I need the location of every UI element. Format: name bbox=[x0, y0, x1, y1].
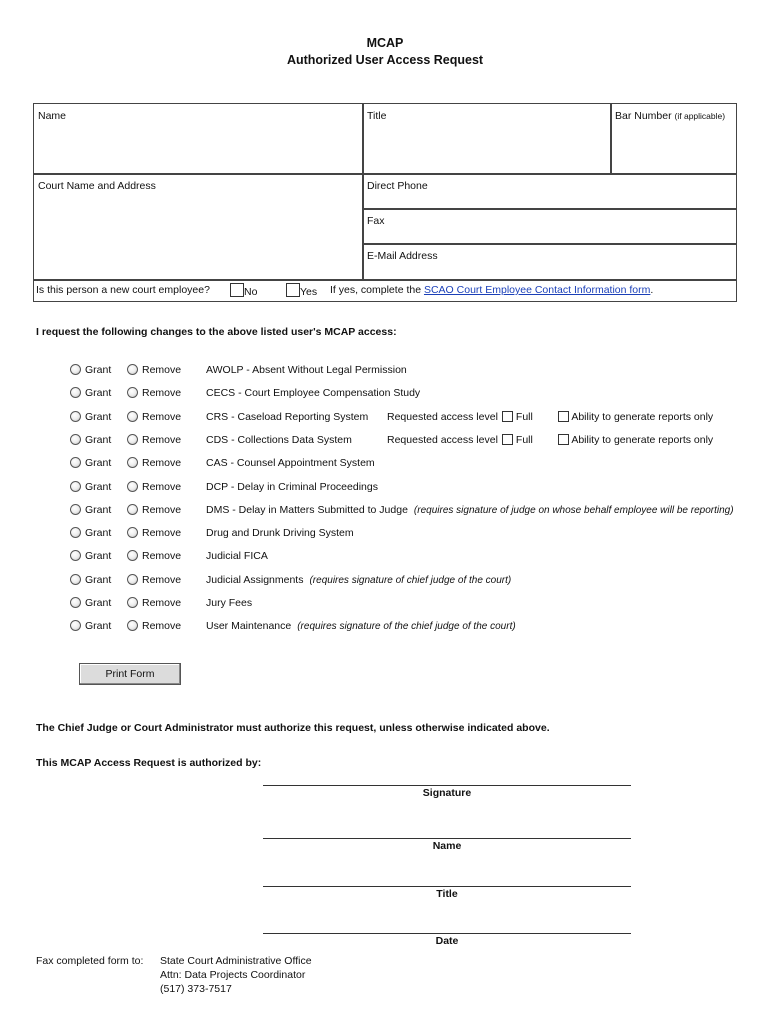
system-row bbox=[0, 550, 770, 568]
title-line[interactable] bbox=[263, 886, 631, 887]
remove-radio[interactable] bbox=[127, 481, 138, 492]
grant-radio[interactable] bbox=[70, 620, 81, 631]
remove-radio[interactable] bbox=[127, 620, 138, 631]
remove-radio[interactable] bbox=[127, 504, 138, 515]
system-row bbox=[0, 504, 770, 522]
reports-only-option[interactable]: Ability to generate reports only bbox=[558, 411, 713, 423]
remove-option[interactable]: Remove bbox=[127, 434, 181, 446]
grant-option[interactable]: Grant bbox=[70, 457, 111, 469]
grant-radio[interactable] bbox=[70, 364, 81, 375]
remove-option[interactable]: Remove bbox=[127, 457, 181, 469]
remove-option[interactable]: Remove bbox=[127, 411, 181, 423]
grant-option[interactable]: Grant bbox=[70, 527, 111, 539]
court-name-address-label: Court Name and Address bbox=[38, 180, 156, 192]
grant-radio[interactable] bbox=[70, 411, 81, 422]
system-name: Drug and Drunk Driving System bbox=[206, 527, 354, 540]
title-label: Title bbox=[367, 110, 387, 122]
remove-option[interactable]: Remove bbox=[127, 387, 181, 399]
signature-label: Signature bbox=[422, 787, 472, 799]
new-employee-question: Is this person a new court employee? bbox=[36, 284, 210, 296]
print-form-button[interactable]: Print Form bbox=[79, 663, 181, 685]
grant-option[interactable]: Grant bbox=[70, 411, 111, 423]
name-label: Name bbox=[38, 110, 67, 122]
remove-radio[interactable] bbox=[127, 387, 138, 398]
authorized-by-label: This MCAP Access Request is authorized by: bbox=[36, 757, 262, 769]
name-field[interactable] bbox=[33, 103, 364, 175]
remove-radio[interactable] bbox=[127, 597, 138, 608]
grant-option[interactable]: Grant bbox=[70, 387, 111, 399]
remove-option[interactable]: Remove bbox=[127, 527, 181, 539]
system-note: (requires signature of judge on whose behalf employee will be reporting) bbox=[413, 504, 734, 516]
reports-only-option[interactable]: Ability to generate reports only bbox=[558, 434, 713, 446]
grant-option[interactable]: Grant bbox=[70, 434, 111, 446]
grant-radio[interactable] bbox=[70, 527, 81, 538]
fax-attn: Attn: Data Projects Coordinator bbox=[160, 969, 306, 981]
yes-checkbox[interactable] bbox=[286, 283, 300, 297]
grant-radio[interactable] bbox=[70, 597, 81, 608]
system-name: DCP - Delay in Criminal Proceedings bbox=[206, 480, 378, 493]
system-row bbox=[0, 387, 770, 405]
full-access-checkbox[interactable] bbox=[502, 434, 513, 445]
grant-option[interactable]: Grant bbox=[70, 550, 111, 562]
system-name: CECS - Court Employee Compensation Study bbox=[206, 387, 421, 400]
form-title: MCAP bbox=[366, 36, 404, 50]
no-checkbox[interactable] bbox=[230, 283, 244, 297]
date-line[interactable] bbox=[263, 933, 631, 934]
yes-option[interactable]: Yes bbox=[286, 283, 317, 298]
system-name: Jury Fees bbox=[206, 597, 253, 609]
if-yes-instruction: If yes, complete the SCAO Court Employee Contact Information form. bbox=[330, 284, 654, 296]
system-row bbox=[0, 481, 770, 499]
grant-radio[interactable] bbox=[70, 387, 81, 398]
grant-option[interactable]: Grant bbox=[70, 620, 111, 632]
system-name: Judicial FICA bbox=[206, 550, 268, 563]
system-name: CRS - Caseload Reporting System bbox=[206, 410, 369, 423]
request-heading: I request the following changes to the above listed user's MCAP access: bbox=[36, 326, 397, 338]
fax-label: Fax bbox=[367, 215, 385, 227]
fax-field[interactable] bbox=[362, 208, 737, 245]
remove-radio[interactable] bbox=[127, 527, 138, 538]
remove-option[interactable]: Remove bbox=[127, 574, 181, 586]
grant-radio[interactable] bbox=[70, 434, 81, 445]
name-line[interactable] bbox=[263, 838, 631, 839]
system-name: CDS - Collections Data System bbox=[206, 433, 352, 446]
fax-to-label: Fax completed form to: bbox=[36, 955, 144, 967]
remove-radio[interactable] bbox=[127, 574, 138, 585]
system-name: Judicial Assignments (requires signature of chief judge of the court) bbox=[206, 573, 512, 586]
system-note: (requires signature of the chief judge of the court) bbox=[297, 621, 516, 633]
access-level-label: Requested access level bbox=[387, 433, 498, 446]
remove-option[interactable]: Remove bbox=[127, 620, 181, 632]
email-field[interactable] bbox=[362, 243, 737, 281]
court-name-address-field[interactable] bbox=[33, 173, 364, 281]
remove-radio[interactable] bbox=[127, 364, 138, 375]
remove-option[interactable]: Remove bbox=[127, 550, 181, 562]
title-field[interactable] bbox=[362, 103, 612, 175]
grant-radio[interactable] bbox=[70, 574, 81, 585]
remove-radio[interactable] bbox=[127, 411, 138, 422]
system-row bbox=[0, 620, 770, 638]
name-label-sig: Name bbox=[432, 840, 462, 852]
date-label: Date bbox=[435, 935, 459, 947]
title-label-sig: Title bbox=[436, 888, 458, 900]
grant-option[interactable]: Grant bbox=[70, 481, 111, 493]
fax-office: State Court Administrative Office bbox=[160, 955, 312, 967]
system-name: CAS - Counsel Appointment System bbox=[206, 457, 375, 470]
bar-number-label: Bar Number (if applicable) bbox=[615, 110, 726, 122]
scao-contact-form-link[interactable]: SCAO Court Employee Contact Information form bbox=[423, 284, 651, 296]
system-name: User Maintenance (requires signature of the chief judge of the court) bbox=[206, 620, 516, 633]
email-label: E-Mail Address bbox=[367, 250, 438, 262]
fax-number: (517) 373-7517 bbox=[160, 983, 232, 995]
remove-option[interactable]: Remove bbox=[127, 597, 181, 609]
remove-radio[interactable] bbox=[127, 550, 138, 561]
remove-option[interactable]: Remove bbox=[127, 504, 181, 516]
system-row bbox=[0, 457, 770, 475]
grant-option[interactable]: Grant bbox=[70, 504, 111, 516]
access-level-label: Requested access level bbox=[387, 410, 498, 423]
remove-option[interactable]: Remove bbox=[127, 364, 181, 376]
grant-radio[interactable] bbox=[70, 457, 81, 468]
full-access-option[interactable]: Full bbox=[502, 411, 533, 423]
authorization-statement: The Chief Judge or Court Administrator must authorize this request, unless otherwise indicated above. bbox=[36, 722, 550, 734]
system-note: (requires signature of chief judge of the court) bbox=[309, 574, 512, 586]
system-row bbox=[0, 597, 770, 615]
bar-number-note: (if applicable) bbox=[674, 111, 726, 121]
reports-only-checkbox[interactable] bbox=[558, 434, 569, 445]
grant-radio[interactable] bbox=[70, 504, 81, 515]
system-name: AWOLP - Absent Without Legal Permission bbox=[206, 364, 407, 376]
system-row bbox=[0, 574, 770, 592]
remove-option[interactable]: Remove bbox=[127, 481, 181, 493]
grant-radio[interactable] bbox=[70, 550, 81, 561]
system-row bbox=[0, 364, 770, 382]
direct-phone-label: Direct Phone bbox=[367, 180, 428, 192]
reports-only-checkbox[interactable] bbox=[558, 411, 569, 422]
system-row bbox=[0, 527, 770, 545]
direct-phone-field[interactable] bbox=[362, 173, 737, 210]
full-access-checkbox[interactable] bbox=[502, 411, 513, 422]
form-subtitle: Authorized User Access Request bbox=[286, 53, 484, 67]
full-access-option[interactable]: Full bbox=[502, 434, 533, 446]
system-row bbox=[0, 434, 770, 452]
new-employee-row bbox=[33, 279, 737, 302]
system-row bbox=[0, 411, 770, 429]
grant-option[interactable]: Grant bbox=[70, 574, 111, 586]
signature-line[interactable] bbox=[263, 785, 631, 786]
grant-option[interactable]: Grant bbox=[70, 597, 111, 609]
system-name: DMS - Delay in Matters Submitted to Judge (requires signature of judge on whose behalf employee will be reporting) bbox=[206, 503, 734, 516]
remove-radio[interactable] bbox=[127, 457, 138, 468]
bar-number-field[interactable] bbox=[610, 103, 737, 175]
grant-radio[interactable] bbox=[70, 481, 81, 492]
no-option[interactable]: No bbox=[230, 283, 257, 298]
remove-radio[interactable] bbox=[127, 434, 138, 445]
grant-option[interactable]: Grant bbox=[70, 364, 111, 376]
